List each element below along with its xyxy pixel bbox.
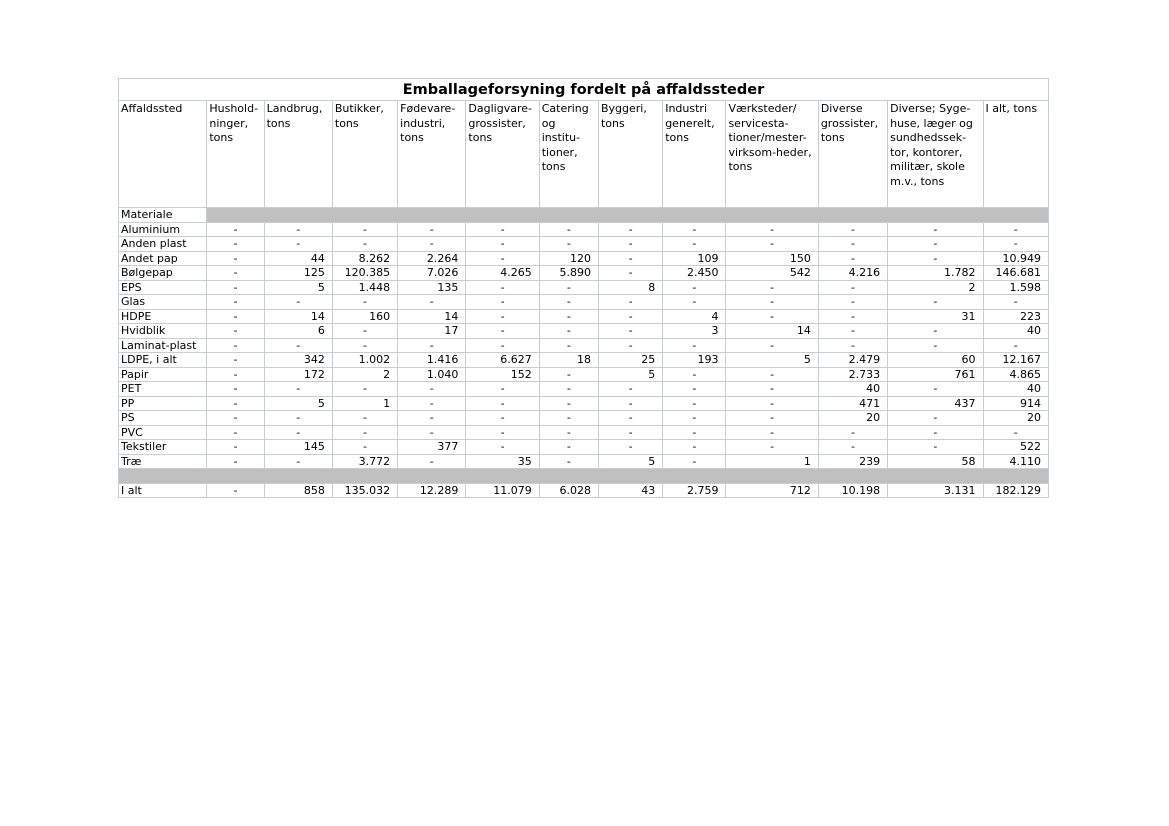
table-cell: 40 <box>983 382 1049 397</box>
row-label: Anden plast <box>119 237 207 252</box>
table-cell: - <box>264 382 332 397</box>
table-cell: - <box>207 425 264 440</box>
table-cell: - <box>398 411 466 426</box>
table-cell: 4 <box>663 309 726 324</box>
spreadsheet <box>118 78 1049 498</box>
row-label: Andet pap <box>119 251 207 266</box>
table-cell: 914 <box>983 396 1049 411</box>
table-cell: 7.026 <box>398 266 466 281</box>
table-cell: - <box>726 338 818 353</box>
row-label: PET <box>119 382 207 397</box>
table-cell: - <box>818 309 887 324</box>
table-cell: 25 <box>598 353 662 368</box>
column-header: Fødevare-industri, tons <box>398 101 466 208</box>
table-cell: - <box>539 396 598 411</box>
table-cell: 223 <box>983 309 1049 324</box>
table-cell: - <box>598 338 662 353</box>
table-cell: 12.289 <box>398 483 466 498</box>
table-cell: - <box>983 338 1049 353</box>
gray-band <box>119 469 1049 484</box>
table-cell: - <box>983 295 1049 310</box>
table-cell: - <box>466 440 539 455</box>
row-label: Laminat-plast <box>119 338 207 353</box>
column-header: Dagligvare-grossister, tons <box>466 101 539 208</box>
table-cell: 2.264 <box>398 251 466 266</box>
table-cell: - <box>818 324 887 339</box>
table-cell: 5 <box>726 353 818 368</box>
table-row <box>119 440 1049 455</box>
column-header: Diverse grossister, tons <box>818 101 887 208</box>
table-cell: 1.598 <box>983 280 1049 295</box>
row-label: Tekstiler <box>119 440 207 455</box>
row-label: LDPE, i alt <box>119 353 207 368</box>
table-cell: - <box>207 382 264 397</box>
table-cell: - <box>398 425 466 440</box>
table-cell: 120.385 <box>332 266 397 281</box>
table-cell: 10.949 <box>983 251 1049 266</box>
table-cell: - <box>207 440 264 455</box>
table-cell: 1.416 <box>398 353 466 368</box>
table-cell: 2.759 <box>663 483 726 498</box>
table-cell: 5.890 <box>539 266 598 281</box>
table-cell: 1.782 <box>888 266 983 281</box>
material-label: Materiale <box>119 208 207 223</box>
table-row <box>119 295 1049 310</box>
table-cell: - <box>598 382 662 397</box>
table-cell: - <box>726 237 818 252</box>
table-cell: - <box>466 425 539 440</box>
table-cell: - <box>598 251 662 266</box>
table-cell: - <box>466 324 539 339</box>
table-title: Emballageforsyning fordelt på affaldssteder <box>119 79 1049 101</box>
column-header: Affaldssted <box>119 101 207 208</box>
table-cell: - <box>818 280 887 295</box>
column-header: Industri generelt, tons <box>663 101 726 208</box>
table-cell: 14 <box>726 324 818 339</box>
table-cell: - <box>598 222 662 237</box>
table-cell: - <box>398 382 466 397</box>
header-row <box>119 101 1049 208</box>
table-row <box>119 425 1049 440</box>
table-cell: - <box>207 353 264 368</box>
table-cell: - <box>207 295 264 310</box>
table-cell: - <box>264 295 332 310</box>
table-cell: - <box>332 222 397 237</box>
table-cell: - <box>539 440 598 455</box>
table-cell: 182.129 <box>983 483 1049 498</box>
table-cell: 14 <box>398 309 466 324</box>
table-cell: - <box>264 425 332 440</box>
table-cell: - <box>539 280 598 295</box>
table-cell: 172 <box>264 367 332 382</box>
table-cell: - <box>207 454 264 469</box>
table-cell: - <box>466 237 539 252</box>
table-row <box>119 367 1049 382</box>
table-cell: 135 <box>398 280 466 295</box>
table-cell: 437 <box>888 396 983 411</box>
column-header: Hushold-ninger, tons <box>207 101 264 208</box>
table-cell: - <box>663 440 726 455</box>
table-row <box>119 338 1049 353</box>
table-cell: 193 <box>663 353 726 368</box>
separator-band <box>119 469 1049 484</box>
table-cell: 12.167 <box>983 353 1049 368</box>
row-label: Glas <box>119 295 207 310</box>
table-cell: - <box>207 237 264 252</box>
table-cell: 3.772 <box>332 454 397 469</box>
table-cell: - <box>539 309 598 324</box>
table-cell: 2 <box>888 280 983 295</box>
table-cell: 1 <box>726 454 818 469</box>
table-cell: - <box>466 222 539 237</box>
table-cell: - <box>264 338 332 353</box>
table-cell: 2.479 <box>818 353 887 368</box>
table-cell: 6.028 <box>539 483 598 498</box>
table-cell: - <box>983 237 1049 252</box>
gray-band <box>207 208 1049 223</box>
table-cell: 125 <box>264 266 332 281</box>
table-cell: - <box>398 222 466 237</box>
table-cell: 342 <box>264 353 332 368</box>
table-cell: 43 <box>598 483 662 498</box>
table-cell: - <box>264 237 332 252</box>
table-cell: 8.262 <box>332 251 397 266</box>
table-cell: 160 <box>332 309 397 324</box>
row-label: Bølgepap <box>119 266 207 281</box>
table-cell: - <box>207 483 264 498</box>
table-cell: - <box>726 382 818 397</box>
table-cell: 4.265 <box>466 266 539 281</box>
table-cell: - <box>888 222 983 237</box>
table-cell: - <box>726 367 818 382</box>
column-header: Byggeri, tons <box>598 101 662 208</box>
table-cell: - <box>332 237 397 252</box>
table-cell: 377 <box>398 440 466 455</box>
table-row <box>119 382 1049 397</box>
table-cell: - <box>818 425 887 440</box>
table-cell: - <box>663 237 726 252</box>
table-cell: - <box>598 309 662 324</box>
table-cell: - <box>726 440 818 455</box>
table-cell: - <box>466 309 539 324</box>
table-cell: - <box>663 338 726 353</box>
table-cell: - <box>818 338 887 353</box>
table-cell: - <box>726 425 818 440</box>
table-cell: - <box>598 324 662 339</box>
table-cell: - <box>539 324 598 339</box>
table-cell: - <box>818 295 887 310</box>
table-cell: 5 <box>264 280 332 295</box>
table-cell: - <box>663 425 726 440</box>
table-cell: - <box>539 382 598 397</box>
table-cell: - <box>983 222 1049 237</box>
table-cell: 6 <box>264 324 332 339</box>
row-label: PS <box>119 411 207 426</box>
table-cell: - <box>539 454 598 469</box>
table-cell: - <box>539 425 598 440</box>
table-cell: - <box>398 454 466 469</box>
table-cell: 4.110 <box>983 454 1049 469</box>
table-cell: - <box>888 382 983 397</box>
table-row <box>119 237 1049 252</box>
table-cell: 1.002 <box>332 353 397 368</box>
table-cell: - <box>663 411 726 426</box>
row-label: I alt <box>119 483 207 498</box>
table-cell: 60 <box>888 353 983 368</box>
table-cell: 11.079 <box>466 483 539 498</box>
title-row <box>119 79 1049 101</box>
table-cell: - <box>398 396 466 411</box>
table-cell: 145 <box>264 440 332 455</box>
table-cell: - <box>888 411 983 426</box>
table-cell: - <box>398 295 466 310</box>
table-cell: - <box>207 367 264 382</box>
table-cell: 3 <box>663 324 726 339</box>
table-cell: - <box>332 440 397 455</box>
table-cell: 40 <box>818 382 887 397</box>
table-cell: 10.198 <box>818 483 887 498</box>
table-row <box>119 309 1049 324</box>
table-cell: 858 <box>264 483 332 498</box>
material-header-row <box>119 208 1049 223</box>
table-cell: - <box>466 280 539 295</box>
row-label: PVC <box>119 425 207 440</box>
table-cell: - <box>207 338 264 353</box>
table-cell: - <box>398 338 466 353</box>
table-cell: - <box>539 411 598 426</box>
column-header: Diverse; Syge-huse, læger og sundhedssek-tor, kontorer, militær, skole m.v., tons <box>888 101 983 208</box>
table-cell: - <box>598 440 662 455</box>
table-cell: 109 <box>663 251 726 266</box>
table-cell: 2 <box>332 367 397 382</box>
table-cell: - <box>888 425 983 440</box>
table-cell: - <box>332 295 397 310</box>
table-cell: 40 <box>983 324 1049 339</box>
table-cell: - <box>264 454 332 469</box>
table-cell: - <box>207 324 264 339</box>
table-cell: - <box>398 237 466 252</box>
table-cell: 3.131 <box>888 483 983 498</box>
table-cell: 1 <box>332 396 397 411</box>
table-cell: - <box>663 396 726 411</box>
table-cell: 20 <box>983 411 1049 426</box>
table-cell: 542 <box>726 266 818 281</box>
table-cell: - <box>598 411 662 426</box>
table-cell: - <box>598 295 662 310</box>
table-cell: 2.733 <box>818 367 887 382</box>
table-cell: 1.040 <box>398 367 466 382</box>
row-label: HDPE <box>119 309 207 324</box>
table-row <box>119 454 1049 469</box>
table-cell: - <box>207 280 264 295</box>
table-cell: 14 <box>264 309 332 324</box>
table-cell: - <box>264 222 332 237</box>
table-cell: - <box>983 425 1049 440</box>
table-cell: - <box>888 295 983 310</box>
row-label: PP <box>119 396 207 411</box>
table-cell: - <box>598 237 662 252</box>
table-cell: - <box>818 251 887 266</box>
table-cell: - <box>818 440 887 455</box>
row-label: Papir <box>119 367 207 382</box>
table-cell: 1.448 <box>332 280 397 295</box>
column-header: Værksteder/ servicesta-tioner/mester-virksom-heder, tons <box>726 101 818 208</box>
table-cell: - <box>466 251 539 266</box>
table-cell: - <box>598 425 662 440</box>
table-cell: - <box>332 425 397 440</box>
table-row <box>119 353 1049 368</box>
table-cell: - <box>207 411 264 426</box>
table-cell: 6.627 <box>466 353 539 368</box>
table-cell: - <box>726 280 818 295</box>
table-cell: - <box>598 266 662 281</box>
table-cell: 120 <box>539 251 598 266</box>
column-header: Landbrug, tons <box>264 101 332 208</box>
table-cell: - <box>466 295 539 310</box>
table-cell: 712 <box>726 483 818 498</box>
table-cell: - <box>726 411 818 426</box>
table-cell: - <box>539 237 598 252</box>
table-cell: 4.216 <box>818 266 887 281</box>
table-cell: 761 <box>888 367 983 382</box>
table-cell: 5 <box>598 367 662 382</box>
table-cell: - <box>663 367 726 382</box>
table-cell: 8 <box>598 280 662 295</box>
table-cell: - <box>818 222 887 237</box>
table-cell: 35 <box>466 454 539 469</box>
table-cell: 4.865 <box>983 367 1049 382</box>
table-cell: - <box>332 411 397 426</box>
table-cell: - <box>264 411 332 426</box>
table-cell: - <box>663 280 726 295</box>
table-cell: 5 <box>598 454 662 469</box>
row-label: Aluminium <box>119 222 207 237</box>
table-cell: 522 <box>983 440 1049 455</box>
table-cell: 44 <box>264 251 332 266</box>
table-cell: 2.450 <box>663 266 726 281</box>
row-label: Træ <box>119 454 207 469</box>
table-cell: - <box>332 324 397 339</box>
table-cell: 152 <box>466 367 539 382</box>
table-cell: 146.681 <box>983 266 1049 281</box>
table-cell: - <box>466 411 539 426</box>
table-row <box>119 280 1049 295</box>
column-header: I alt, tons <box>983 101 1049 208</box>
row-label: Hvidblik <box>119 324 207 339</box>
table-cell: 471 <box>818 396 887 411</box>
table-cell: - <box>663 222 726 237</box>
table-row <box>119 324 1049 339</box>
table-cell: - <box>726 309 818 324</box>
table-cell: - <box>888 324 983 339</box>
table-cell: - <box>466 382 539 397</box>
table-cell: 5 <box>264 396 332 411</box>
table-cell: - <box>818 237 887 252</box>
column-header: Butikker, tons <box>332 101 397 208</box>
table-cell: 31 <box>888 309 983 324</box>
table-cell: 239 <box>818 454 887 469</box>
table-cell: - <box>539 367 598 382</box>
table-cell: - <box>888 251 983 266</box>
table-cell: 20 <box>818 411 887 426</box>
table-cell: 135.032 <box>332 483 397 498</box>
table-cell: - <box>726 396 818 411</box>
table-cell: - <box>539 222 598 237</box>
table-row <box>119 266 1049 281</box>
table-cell: - <box>888 440 983 455</box>
total-row <box>119 483 1049 498</box>
table-row <box>119 222 1049 237</box>
table-cell: - <box>466 338 539 353</box>
table-cell: - <box>726 222 818 237</box>
table-cell: 58 <box>888 454 983 469</box>
table-cell: - <box>888 338 983 353</box>
table-cell: 150 <box>726 251 818 266</box>
table-cell: - <box>663 382 726 397</box>
table-cell: - <box>207 396 264 411</box>
table-cell: - <box>466 396 539 411</box>
table-cell: - <box>598 396 662 411</box>
table-cell: - <box>207 251 264 266</box>
table-row <box>119 396 1049 411</box>
table-cell: 17 <box>398 324 466 339</box>
table-row <box>119 411 1049 426</box>
column-header: Catering og institu-tioner, tons <box>539 101 598 208</box>
table-cell: - <box>207 266 264 281</box>
table-cell: - <box>663 295 726 310</box>
table-cell: 18 <box>539 353 598 368</box>
table-cell: - <box>888 237 983 252</box>
table-cell: - <box>539 338 598 353</box>
table-cell: - <box>663 454 726 469</box>
table-cell: - <box>207 222 264 237</box>
table-cell: - <box>726 295 818 310</box>
table-cell: - <box>332 382 397 397</box>
table-cell: - <box>539 295 598 310</box>
table-cell: - <box>207 309 264 324</box>
table-cell: - <box>332 338 397 353</box>
packaging-table <box>118 78 1049 498</box>
row-label: EPS <box>119 280 207 295</box>
table-row <box>119 251 1049 266</box>
